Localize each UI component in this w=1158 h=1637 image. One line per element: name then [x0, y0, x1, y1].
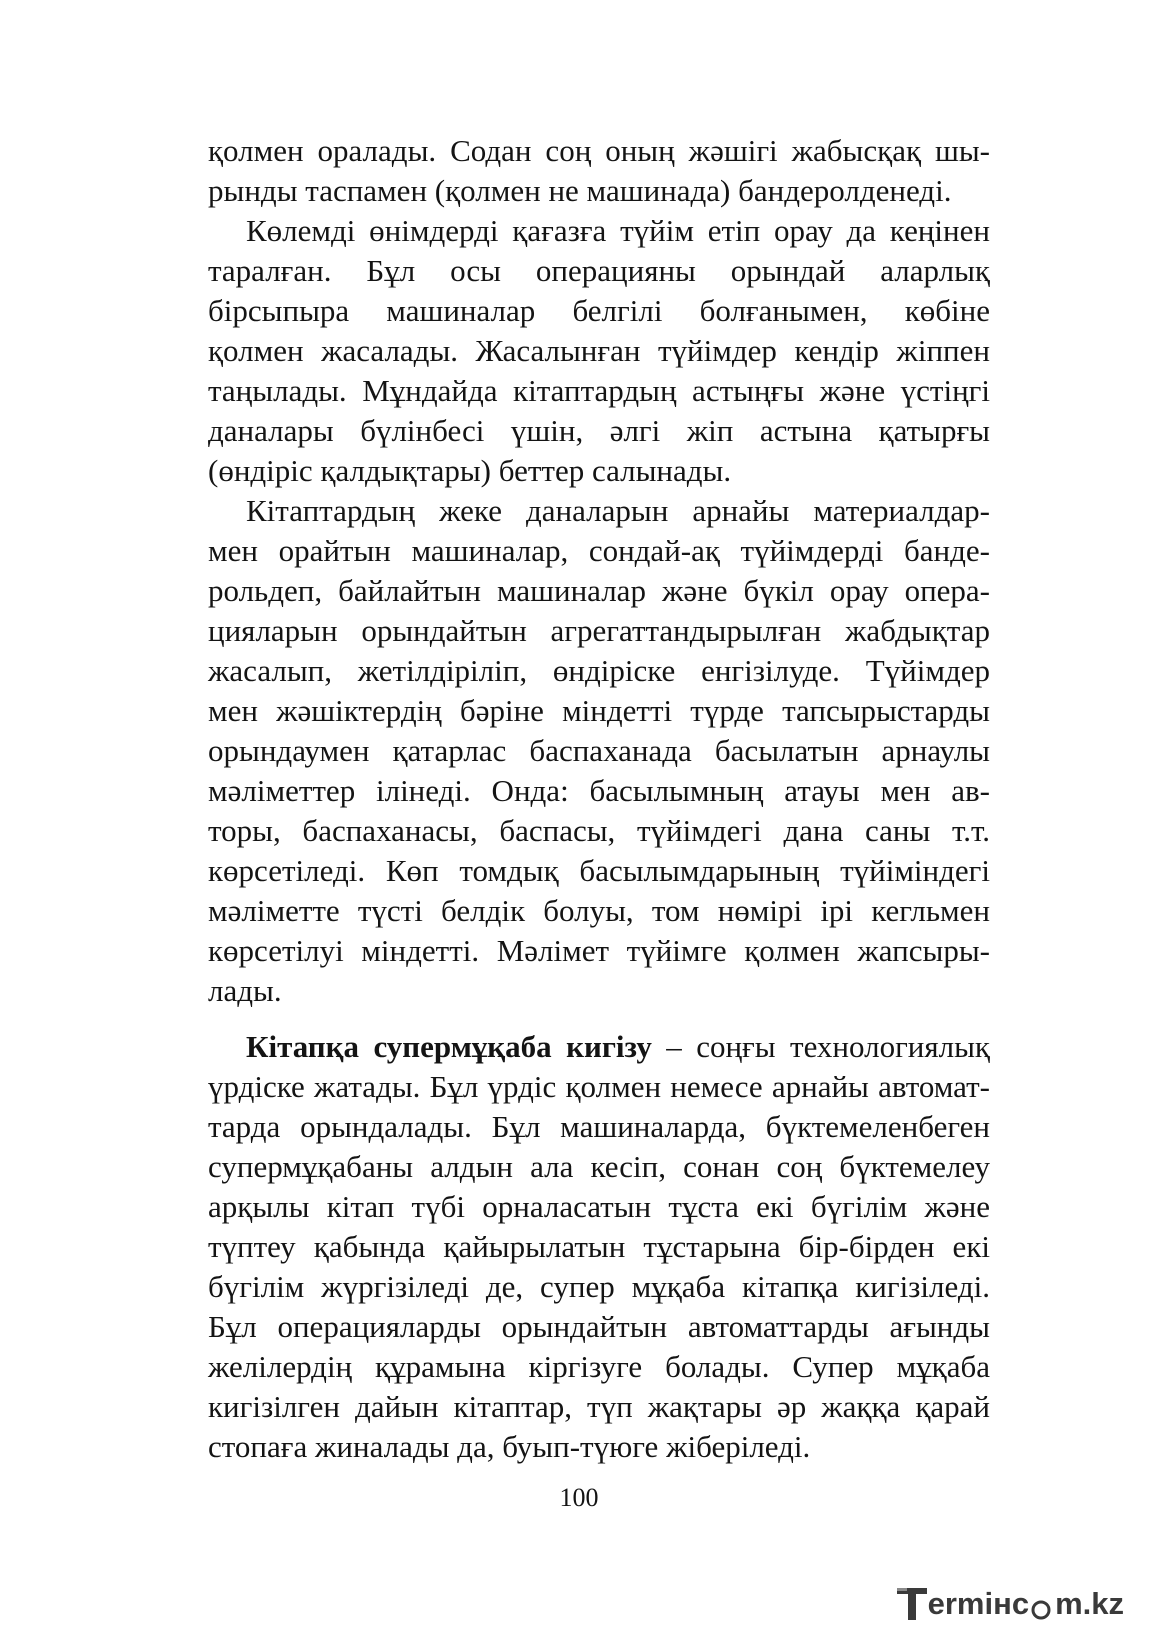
- text-line: желілердің құрамына кіргізуге болады. Супер мұқаба: [208, 1349, 990, 1384]
- text-line: қолмен оралады. Содан соң оның жәшігі жабысқақ шы-: [208, 133, 990, 168]
- text-line: таңылады. Мұндайда кітаптардың астыңғы және үстіңгі: [208, 373, 990, 408]
- paragraph-3: [208, 491, 990, 1011]
- text-line: (өндіріс қалдықтары) беттер салынады.: [208, 453, 732, 488]
- text-line: көрсетіледі. Көп томдық басылымдарының түйіміндегі: [208, 853, 990, 888]
- text-line: орындаумен қатарлас баспаханада басылатын арнаулы: [208, 733, 990, 768]
- text-line: түптеу қабында қайырылатын тұстарына бір-бірден екі: [208, 1229, 990, 1264]
- text-line: Кітаптардың жеке даналарын арнайы материалдар-: [246, 493, 990, 528]
- text-line: бүгілім жүргізіледі де, супер мұқаба кітапқа кигізіледі.: [208, 1269, 990, 1304]
- paragraph-4: [208, 1027, 990, 1467]
- text-line: тарда орындалады. Бұл машиналарда, бүктемеленбеген: [208, 1109, 990, 1144]
- text-line: Көлемді өнімдерді қағазға түйім етіп орау да кеңінен: [246, 213, 990, 248]
- text-line: жасалып, жетілдіріліп, өндіріске енгізілуде. Түйімдер: [208, 653, 990, 688]
- text-line: кигізілген дайын кітаптар, түп жақтары әр жаққа қарай: [208, 1389, 990, 1424]
- paragraph-1: [208, 131, 990, 211]
- text-line: үрдіске жатады. Бұл үрдіс қолмен немесе арнайы автомат-: [208, 1069, 990, 1104]
- document-page: [208, 131, 990, 1467]
- text-line: цияларын орындайтын агрегаттандырылған жабдықтар: [208, 613, 990, 648]
- termincom-logo-t-icon: [897, 1586, 927, 1622]
- page-number: 100: [559, 1483, 599, 1512]
- paragraph-2: [208, 211, 990, 491]
- watermark-text-start: ermінс: [927, 1586, 1030, 1621]
- magnifier-icon: [1031, 1593, 1053, 1615]
- text-line: рольдеп, байлайтын машиналар және бүкіл орау опера-: [208, 573, 990, 608]
- text-line: бірсыпыра машиналар белгілі болғанымен, көбіне: [208, 293, 990, 328]
- text-line: мен жәшіктердің бәріне міндетті түрде тапсырыстарды: [208, 693, 990, 728]
- text-line: көрсетілуі міндетті. Мәлімет түйімге қолмен жапсыры-: [208, 933, 990, 968]
- termincom-watermark: [897, 1584, 1124, 1624]
- text-line: супермұқабаны алдын ала кесіп, сонан соң бүктемелеу: [208, 1149, 990, 1184]
- text-line: стопаға жиналады да, буып-түюге жіберіледі.: [208, 1429, 811, 1464]
- text-line: арқылы кітап түбі орналасатын тұста екі бүгілім және: [208, 1189, 990, 1224]
- text-line: таралған. Бұл осы операцияны орындай аларлық: [208, 253, 990, 288]
- text-line: мәліметте түсті белдік болуы, том нөмірі ірі кегльмен: [208, 893, 990, 928]
- text-line: торы, баспаханасы, баспасы, түйімдегі дана саны т.т.: [208, 813, 990, 848]
- text-line: даналары бүлінбесі үшін, әлгі жіп астына қатырғы: [208, 413, 990, 448]
- text-line-with-term: [208, 1027, 990, 1067]
- bold-term: Кітапқа супермұқаба кигізу: [246, 1029, 652, 1064]
- text-line: мәліметтер ілінеді. Онда: басылымның атауы мен ав-: [208, 773, 990, 808]
- section-gap: [208, 1011, 990, 1027]
- text-line: мен орайтын машиналар, сондай-ақ түйімдерді банде-: [208, 533, 990, 568]
- text-line: қолмен жасалады. Жасалынған түйімдер кендір жіппен: [208, 333, 990, 368]
- term-definition-start: – соңғы технологиялық: [651, 1029, 990, 1064]
- text-line: лады.: [208, 973, 282, 1008]
- watermark-text-end: m.kz: [1055, 1586, 1124, 1621]
- text-line: Бұл операцияларды орындайтын автоматтарды ағынды: [208, 1309, 990, 1344]
- text-line: рынды таспамен (қолмен не машинада) бандеролденеді.: [208, 173, 952, 208]
